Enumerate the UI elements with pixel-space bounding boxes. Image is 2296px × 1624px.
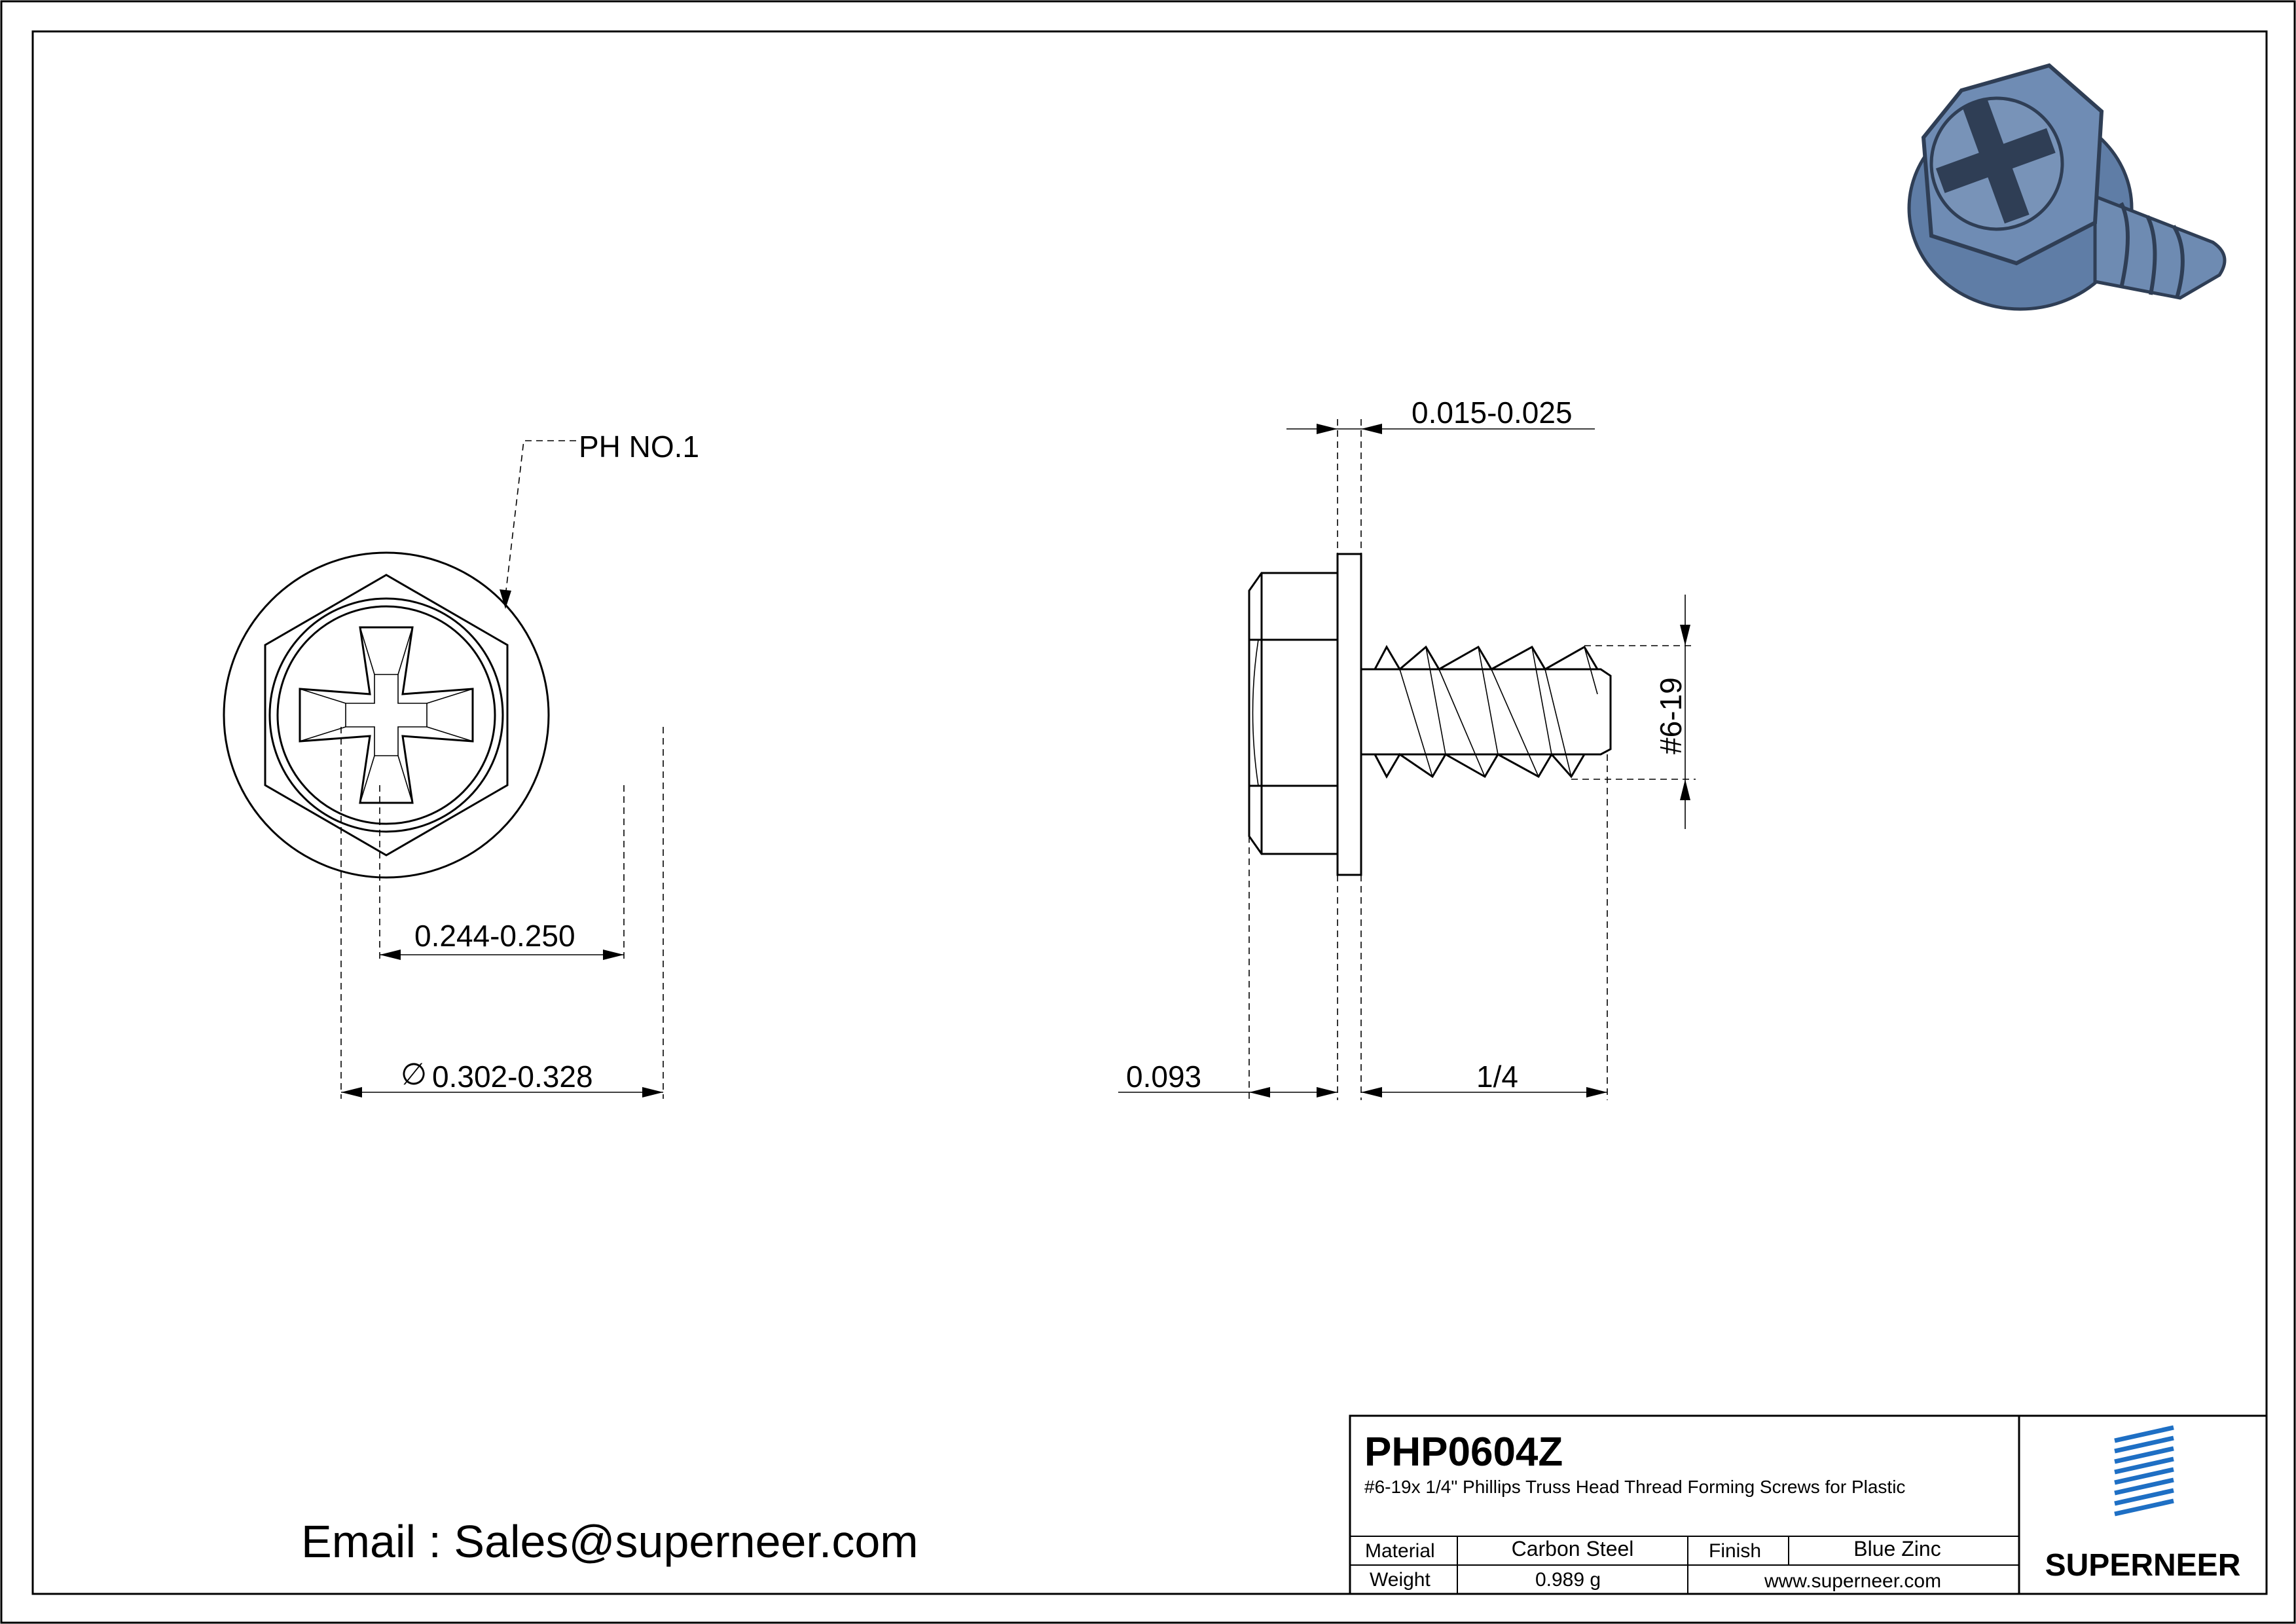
len-arrow-right xyxy=(1586,1087,1607,1098)
af-arrow-left xyxy=(380,950,401,960)
head-height-label: 0.093 xyxy=(1126,1060,1202,1094)
material-label: Material xyxy=(1365,1540,1435,1562)
len-arrow-left xyxy=(1361,1087,1382,1098)
wt-arrow-left xyxy=(1317,424,1338,434)
part-description: #6-19x 1/4" Phillips Truss Head Thread Forming Screws for Plastic xyxy=(1364,1477,1906,1497)
length-label: 1/4 xyxy=(1476,1060,1518,1094)
shank-outline xyxy=(1361,669,1611,754)
washer-thickness-label: 0.015-0.025 xyxy=(1412,396,1573,430)
recess-outer-circle xyxy=(270,599,503,832)
recess-inner-circle xyxy=(278,606,495,824)
hh-arrow-right xyxy=(1317,1087,1338,1098)
superneer-logo-icon xyxy=(2115,1428,2174,1514)
af-arrow-right xyxy=(603,950,624,960)
phillips-facets xyxy=(300,627,473,803)
flange-circle xyxy=(224,553,549,877)
render-thread-shank xyxy=(2095,196,2225,298)
weight-value: 0.989 g xyxy=(1535,1569,1601,1591)
thread-size-label: #6-19 xyxy=(1654,677,1688,754)
side-view xyxy=(1118,396,1696,1100)
ts-arrow-bottom xyxy=(1680,779,1690,800)
wt-arrow-right xyxy=(1361,424,1382,434)
dia-arrow-left xyxy=(341,1087,362,1098)
phillips-cross xyxy=(300,627,473,803)
hex-outline xyxy=(265,575,507,855)
diameter-symbol: ∅ xyxy=(401,1057,428,1091)
weight-label: Weight xyxy=(1370,1569,1430,1591)
drive-leader-line xyxy=(505,441,576,596)
washer-side xyxy=(1338,554,1361,875)
material-value: Carbon Steel xyxy=(1511,1537,1634,1560)
flange-diameter-label: 0.302-0.328 xyxy=(432,1060,593,1094)
finish-value: Blue Zinc xyxy=(1853,1537,1941,1560)
thread-helix xyxy=(1400,647,1597,777)
dia-arrow-right xyxy=(642,1087,663,1098)
across-flats-label: 0.244-0.250 xyxy=(414,919,575,953)
finish-label: Finish xyxy=(1709,1540,1762,1562)
brand-name: SUPERNEER xyxy=(2045,1548,2241,1583)
thread-profile-top xyxy=(1375,647,1597,669)
part-number: PHP0604Z xyxy=(1364,1430,1563,1475)
ts-arrow-top xyxy=(1680,625,1690,646)
contact-email: Email : Sales@superneer.com xyxy=(301,1516,919,1567)
hex-face-curve xyxy=(1253,640,1259,786)
phillips-cross-inner xyxy=(346,674,427,756)
drive-callout: PH NO.1 xyxy=(579,430,700,464)
front-view xyxy=(224,430,699,1099)
website-link[interactable]: www.superneer.com xyxy=(1764,1570,1942,1592)
title-block xyxy=(1350,1416,2267,1594)
hh-arrow-left xyxy=(1249,1087,1270,1098)
screw-isometric-render xyxy=(1909,65,2225,309)
